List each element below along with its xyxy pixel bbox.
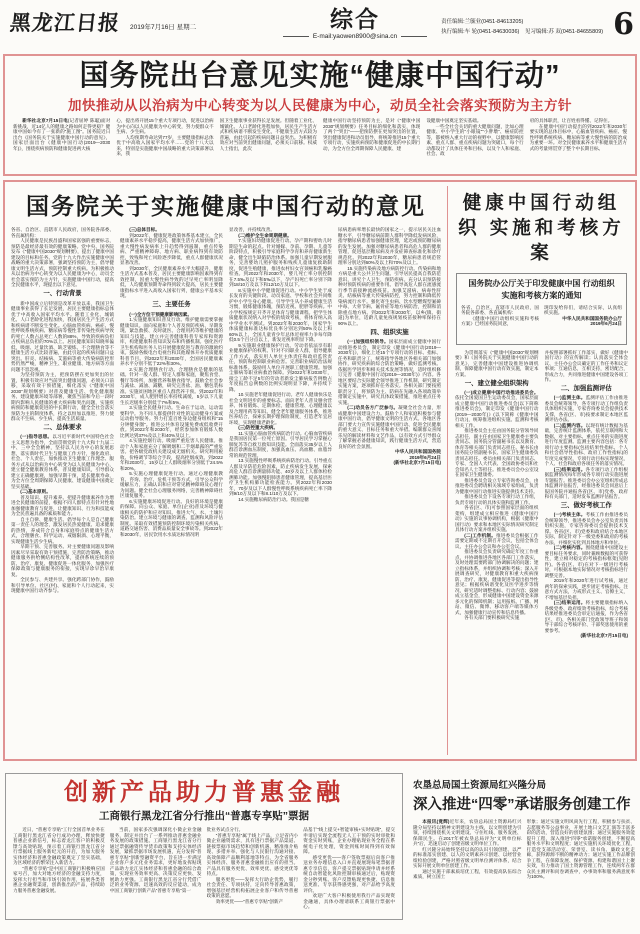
land-article-kicker: 农垦总局国土资源局红兴隆分局 (413, 780, 547, 792)
editor-info (441, 18, 603, 38)
opinion-article-headline: 国务院关于实施健康中国行动的意见 (26, 193, 426, 220)
text-column: 现印发给你们，请结合实际，认真组织实施。 中华人民共和国国务院办公厅 2019年6月24日 (544, 304, 622, 327)
text-column: 当前，国家多次强调深化小微企业金融服务，制定并出台了一系列推动普惠金融业务发展的政策措施。工商银行黑龙江省分行通过票据融资传导货币政策和支持实体经济发展，紧抓票据市场发展机遇，充分发挥“普惠专享贴”创新型融资平台，旨在进一步满足企业客户多元化业务需求，更好地发挥贴现产品助力龙江实体经济和普惠金融的综合政策，实现业务效率更高、决策反应更快、发展助力更强。工商银行黑龙江省分行凭借广泛的业务资源、迅速高效的反应能动，成为中国工商银行创新产品“普惠专享贴”第一 (109, 827, 202, 893)
land-article-body (413, 819, 635, 911)
page-number: 6 (613, 7, 634, 42)
text-column: (三)总体目标。 到2022年，健康促进政策体系基本建立，全民健康素养水平稳步提高，健康生活方式加快推广，重大慢性病发病率上升趋势得到遏制，重点传染病、严重精神障碍、地方病、职业病得到有效防控，致残和死亡风险逐步降低，重点人群健康状况显著改善。 到2030年，全民健康素养水平大幅提升，健康生活方式基本普及，居民主要健康影响因素得到有效控制，因重大慢性病导致的过早死亡率明显降低，人均健康预期寿命得到较大提高，居民主要健康指标水平进入高收入国家行列，健康公平基本实现。 三、主要任务 (一)全方位干预健康影响因素。 1.实施健康知识普及行动。维护健康需要掌握健康知识。面向家庭和个人普及预防疾病、早期发现、紧急救援、及时就医、合理用药等维护健康的知识与技能。建立并完善健康科普专家库和资源库，构建健康科普知识发布和传播机制。强化医疗卫生机构和医务人员开展健康促进与教育的激励约束。鼓励各级电台电视台和其他媒体开办优质健康科普节目。到2022年和2030年，全国居民健康素养水平分别不低于22%和30%。 2.实施合理膳食行动。合理膳食是健康的基础。针对一般人群、特定人群和家庭，聚焦食堂、餐厅等场所，加强营养和膳食指导。鼓励全社会参与减盐、减油、减糖，研究完善盐、油、糖包装标准。实施贫困地区重点人群营养干预。到2022年和2030年，成人肥胖增长率持续减缓，5岁以下儿童生长迟缓率分别低于7%和5%。 3.实施全民健身行动。生命在于运动，运动需要科学。为不同人群提供针对性的运动健身方案或运动指导服务。努力打造百姓身边健身组织和“15分钟健身圈”。推进公共体育设施免费或低收费开放。到2022年和2030年，经常参加体育锻炼人数比例达到37%及以上和40%及以上。 4.实施控烟行动。吸烟严重危害人民健康。推动个人和家庭充分了解吸烟和二手烟暴露的严重危害。把各级党政机关建设成无烟机关。研究利用税收、价格调节等综合手段，提高控烟成效。到2022年和2030年，15岁以上人群吸烟率分别低于24.5%和20%。 5.实施心理健康促进行动。通过心理健康教育、咨询、治疗、危机干预等方式，引导公众科学缓解压力，正确认识和应对常见精神障碍及心理行为问题。健全社会心理服务网络，完善精神障碍社区康复服务。 6.实施健康环境促进行动。良好的环境是健康的保障。向公众、家庭、单位(企业)普及环境与健康相关的防护和应对知识。推进大气、水、土壤污染防治。建立环境与健康的调查、监测和风险评估制度。采取有效措施预防控制环境污染相关疾病、道路交通伤害、消费品质量安全事故等。到2022年和2030年，居民饮用水水质达标情况明 (120, 227, 223, 537)
text-column: 设健康中国奠定坚实基础。 一些全社会关切的重大健康问题，比如心理健康、中小学生的“小眼镜”“小胖墩”、癌症防控等，都被纳入重大行动的视野中，以健康影响因素、重点人群、重点疾病问题为突破口，每个行动都设计了具体任务和目标，以及个人和家庭、社会、政 (426, 118, 524, 157)
text-column: 批业务试点分行。 “普惠专享贴”属于线上产品，立足省内小微企业融资需求，具有进行票据产品渠道、链接票据市场趋势和创新机遇、精准推介贴现、多措并举、强化与人民银行沟通对接、高效保障产品顺利落地等特点，为全省服务实体经济、服务普惠金融推出应有的担当。产品具有服务更优、效率更优、感受更优等特点。 服务更优——发挥大行助企优势，履行社会责任、专项扶持，定向传导普惠政策，增强基层经营机构拓展企业客户和传导普惠政策的意愿。 效率更优——“普惠专享贴”创新产 (206, 827, 299, 904)
text-column: 本报讯(竟辉)近年来，农垦总局国土资源局红兴隆分局坚持以精神文明建设为主线，以文明创建为引领，持续围绕机关文明建设、守住红线、服务发展、保障民生。在2017年被农垦总局评为“文明单位标兵”后，迅速启动了创建省级文明单位工作。 红兴隆分局始终坚持以高的认识引领创建、以严的标准落实创建、以人的文明素养示创建、以经营业绩检验创建，严格对照省级文明单位测评体系，结合实际开展文明单位创建工作。 通过实施干部素质培优工程，有效提高队伍综合素质，树立国土 (413, 819, 522, 880)
notice-box (456, 273, 627, 344)
section-email: E-mail:yaowen8900@sina.cn (312, 33, 398, 40)
notice-title: 国务院办公厅关于印发健康中国 行动组织实施和考核方案的通知 (468, 279, 615, 300)
bottom-row (5, 773, 635, 920)
text-column: 各省、自治区、直辖市人民政府，国务院各部委、各直属机构： 人民健康是民族昌盛和国家富强的重要标志，预防是最经济最有效的健康策略。党中央、国务院发布《“健康中国2030”规划纲要》，提出了健康中国建设的目标和任务。党的十九大作出实施健康中国战略的重大决策部署，强调坚持预防为主，倡导健康文明生活方式，预防控制重大疾病。为积极推动从以治病为中心转变为以人民健康为中心，动员全社会落实预防为主方针，实施健康中国行动，提高全民健康水平，现提出以下意见。 一、行动背景 新中国成立后特别是改革开放以来，我国卫生健康事业获得了长足发展，居民主要健康指标总体优于中高收入国家平均水平。随着工业化、城镇化、人口老龄化进程加快，我国居民生产生活方式和疾病谱不断发生变化。心脑血管疾病、癌症、慢性呼吸系统疾病、糖尿病等慢性非传染性疾病导致的死亡人数占总死亡人数的88%，导致的疾病负担占疾病总负担的70%以上。居民健康知识知晓率偏低，吸烟、过量饮酒、缺乏锻炼、不合理膳食等不健康生活方式比较普遍，由此引起的疾病问题日益突出。肝炎、结核病、艾滋病等重大传染病防控形势仍然严峻，精神卫生、职业健康、地方病等方面问题不容忽视。 为坚持预防为主，把预防摆在更加突出的位置，积极有效应对当前突出健康问题，必须关口前移，采取有效干预措施，细化落实《“健康中国2030”规划纲要》对普及健康生活、优化健康服务、建设健康环境等部署，聚焦当前和今后一段时期内影响人民健康的重大疾病和突出问题，实施疾病预防和健康促进的中长期行动，健全全社会落实预防为主的制度体系，持之以恒加以推进，努力使群众不生病、少生病，提高生活质量。 二、总体要求 (一)指导思想。以习近平新时代中国特色社会主义思想为指导，全面贯彻党的十九大和十九届二中、三中全会精神，坚持以人民为中心的发展思想，落实新时代卫生与健康工作方针，强化政府、社会、个人责任，加快推动卫生健康工作理念、服务方式从以治病为中心转变为以人民健康为中心，建立健全健康教育体系，普及健康知识，引导群众建立正确健康观，加强早期干预，延长健康寿命，为全方位全周期保障人民健康、建设健康中国奠定坚实基础。 (二)基本原则。 普及知识、提升素养。把提升健康素养作为增进全民健康的前提，根据不同人群特点有针对性地加强健康教育与促进，让健康知识、行为和技能成为全民普遍具备的素质和能力。 自主自律、健康生活。倡导每个人是自己健康第一责任人的理念，激发居民热爱健康、追求健康的热情，养成符合自身和家庭特点的健康生活方式，合理膳食、科学运动、戒烟限酒、心理平衡，实现健康生活少生病。 早期干预、完善服务。对主要健康问题及影响因素尽早采取有效干预措施，完善防治策略，推动健康服务供给侧结构性改革，提供系统连续的预防、治疗、康复、健康促进一体化服务，加强医疗保障政策与健康服务的衔接，实现早诊早治早康复。 全民参与、共建共享。强化跨部门协作，鼓励和引导单位、社区(村)、家庭和个人行动起来，实现健康中国行动齐参与。 (11, 227, 114, 594)
rule-left (283, 36, 309, 37)
text-column: 形象；通过实施文明风尚先行工程，积极参与扶贫、志愿服务等公益事业，开展土地日文艺汇演等丰富多彩的活动，营造良好的创建氛围；通过实施服务效能提升工程，深入推进“四零”承诺服务创建，不断提高服务水平和文明程度；通过实施机关环境优化工程，打造党支部活动室、荣誉室、读书角、廉政文化走廊，获得源源不断的精神动力；通过实施工作品牌创争工程，在保障发展、保护资源、构建和谐国土上聚实效，有力推动了国土资源管理工作，连续两年在群众民主测评和问卷调查中，办事效率和服务满意度率为100%。 (526, 819, 635, 880)
text-column: 尿病患病率增长最快的国家之一，提示居民关注血糖水平，引导糖尿病前期人群科学降低发病风险，指导糖尿病患者加强健康管理，延迟或预防糖尿病的发生发展。加强对糖尿病患者和高危人群的健康管理，促进基层糖尿病及并发症筛查标准化和诊疗规范化。到2022年和2030年，糖尿病患者规范管理率分别达到60%及以上和70%及以上。 15.实施传染病及地方病防控行动。传染病和地方病是重大公共卫生问题。引导居民提高自我防范意识，讲究个人卫生，预防疾病。充分认识预防接种对预防疾病的重要作用。倡导高危人群在流感流行季节前接种流感疫苗。加强艾滋病、病毒性肝炎、结核病等重大传染病防控，努力控制和降低传染病流行水平。强化寄生虫病、饮水型燃煤型氟砷中毒、大骨节病、氟骨症等地方病防治，控制和消除重点地方病。到2022年和2030年，以乡(镇、街道)为单位，适龄儿童免疫规划疫苗接种率保持在90%以上。 四、组织实施 (一)加强组织领导。国家层面成立健康中国行动推进委员会，制定印发《健康中国行动(2019—2030年)》，细化上述15个专项行动的目标、指标、任务和职责分工，统筹指导各地区各相关部门加强协作，研究疾病的综合防治策略，做好监测考核。依据医学进步和相关技术发展等情况，适时组织修订完善《健康中国行动(2019—2030年)》内容。各地区要结合实际健全领导推进工作机制，研究制定实施方案，逐项抓好任务落实。各相关部门要按照职责分工，将预防为主、防病在先融入各项政策举措制定实施中，研究具体政策措施，推进重点任务实施。 (二)动员各方广泛参与。凝聚全社会力量，形成健康中国建设合力。鼓励个人和家庭积极参与健康中国行动，倡导健康文明的生活方式。各地区各部门要大力宣传实施健康中国行动、促进全民健康的重大意义、目标任务和重大举措。编制群众喜闻乐见的解读材料和文艺作品，以有效方式引导群众了解掌握必备健康知识，践行健康生活方式，营造良好的社会氛围。 中华人民共和国国务院 2019年6月24日 (新华社北京7月15日电) (338, 227, 441, 466)
masthead-logo: 黑龙江日报 (8, 10, 122, 35)
finance-article (5, 773, 403, 920)
publication-date: 2019年7月16日 星期二 (130, 24, 197, 31)
lead-article-subheadline: 加快推动从以治病为中心转变为以人民健康为中心，动员全社会落实预防为主方针 (68, 98, 572, 114)
text-column: 健康中国行动坚持预防为主，是对《“健康中国2030”规划纲要》任务目标的细化和落实，体现了两个“突出”——把预防摆在更加突出的位置，突出健康促进和动员倡导，将统筹推进15个重大专项行动，实施疾病预防和健康促进的中长期行动，为全方位全周期保障人民健康、建 (322, 118, 421, 151)
main-articles-box (3, 180, 637, 761)
editor-line-1: 责任编辑:兰毓业(0451-84613205) (441, 19, 524, 25)
text-column: 心，提出将开展15个重大专项行动，促进以治病为中心向以人民健康为中心转变，努力使群众不生病、少生病。 人均预期寿命达到77岁，主要健康指标总体优于中高收入国家平均水平……党的十八大以来，特别是实施健康中国战略的重大决策部署以来，我 (116, 118, 214, 157)
notice-body (461, 305, 622, 341)
finance-article-subheadline: 工商银行黑龙江省分行推出“普惠专享贴”票据 (99, 810, 309, 823)
text-column: 各省、自治区、直辖市人民政府，国务院各部委、各直属机构： 《健康中国行动组织实施和考核方案》已经国务院同意， (461, 304, 539, 327)
text-column: 府的具体职责，让百姓看得懂、记得住。 在健康中国行动提出的到2022年和2030年要实现的总体目标中，心脑血管疾病、癌症、慢性呼吸系统疾病、糖尿病等重大慢性病的防治成为重要一环。对全民健康素养水平和健康生活方式的考量则贯穿了整个中长期目标。 (529, 118, 627, 151)
lead-article-body (13, 118, 627, 170)
section-title: 综合 (329, 6, 380, 33)
land-article-headline: 深入推进“四零”承诺服务创建工作 (413, 797, 631, 814)
text-column: 品基于“线上提交+智能审核+实时贴现”，提交申请后实现全流程无人工干预的实时审批和资金实时到账，企业办理贴现业务全程在系统电子化处理，资金到账时间得到有效保障。 感受更优——客户签收票据后向客户推送业务办理信息入口并直观展现每笔票据普惠专享信息，客户提交票据贴现申请并经系统自动智能化风险控制审核通过后，贴现资金分秒到账。客户反馈贴现更快捷、信息推送更准、专享获得感更强，对产品给予高度评价。 欢迎广大客户积极使用我行产品实现资金融通，具体办理请联系工商银行票据中心。 (303, 827, 395, 910)
finance-article-body (13, 827, 395, 915)
text-column: 显改善，并持续改善。 (二)维护全生命周期健康。 7.实施妇幼健康促进行动。孕产期和婴幼儿时期是生命的起点。针对婚嫁、孕前、孕期、儿童等阶段特点，积极引导家庭科学孕育和养育健康新生命，健全出生缺陷防治体系。加强儿童早期发展服务，完善婴幼儿照护服务和残疾儿童康复救助制度，促进生殖健康，推进农村妇女宫颈癌和乳腺癌检查。到2022年和2030年，婴儿死亡率分别控制在7.5‰及以下和5‰以下，孕产妇死亡率分别下降到18/10万及以下和12/10万及以下。 8.实施中小学健康促进行动。中小学生处于成长发育的关键阶段。动员家庭、学校和社会共同维护中小学生身心健康。引导学生从小养成健康生活习惯，锻炼健康体魄，预防近视、肥胖等疾病。中小学校按规定开齐开足体育与健康课程。把学生体质健康状况纳入对学校的绩效考核，将体育纳入高中学业水平测试。到2022年和2030年，国家学生体质健康标准达标优良率分别达到50%及以上和60%以上，全国儿童青少年总体近视率力争每年降低0.5个百分点以上，新发近视率明显下降。 9.实施职业健康保护行动。劳动者依法享有职业健康保护的权利。针对不同职业人群，倡导健康工作方式，落实用人单位主体责任和政府监管责任，预防和控制职业病危害。完善职业病防治法规标准体系。鼓励用人单位开展职工健康管理。加强尘肺病等职业病救治保障。到2022年和2030年，接尘工龄不足5年的劳动者新发尘肺病报告例数占年度报告总例数的比例实现明显下降，并持续下降。 10.实施老年健康促进行动。老年人健康快乐是社会文明进步的重要标志。面向老年人普及膳食营养、体育锻炼、定期体检、健康管理、心理健康以及合理用药等知识。健全老年健康服务体系，推进医养结合，探索长期护理保险制度，打造老年宜居环境，实现健康老龄化。 (三)防控重大疾病。 11.实施心脑血管疾病防治行动。心脑血管疾病是我国居民第一位死亡原因。引导居民学习掌握心肺复苏等自救互救知识技能。全面落实35岁以上人群首诊测血压制度，加强高血压、高血糖、血脂异常的规范管理。 13.实施慢性呼吸系统疾病防治行动。引导重点人群及早防范危险因素，防止疾病发生发展，探索高危人群首诊测量肺功能、40岁及以上人群体检检测肺功能。加强慢阻肺患者健康管理，提高基层医疗卫生机构肺功能检查能力。到2022年和2030年，70岁及以下人群慢性呼吸系统疾病死亡率下降到9/10万及以下和8.1/10万及以下。 14.实施糖尿病防治行动。我国是糖 (229, 227, 332, 502)
lead-article-headline: 国务院出台意见实施“健康中国行动” (79, 60, 561, 92)
page-header (0, 0, 640, 52)
scheme-article (448, 182, 635, 759)
finance-article-headline: 创新产品助力普惠金融 (64, 779, 344, 807)
text-column: 并按照部署抓好工作落实，做好《健康中国行动》的宣传解读；认真落实全体会议、主任办公会议确定的工作任务和议定事项；互通信息，互相支持，密切配合，形成合力，共同推进健康中国建设各项工作。 二、加强监测评估 (一)监测主体。监测评估工作由推进委员会统筹领导，各专项行动工作组负责具体组织实施，专家咨询委员会提供技术支撑，各省(区、市)按要求制定本地区监测评估办法。 (二)监测内容。以现有统计数据为基础，完善统计监测体系，依托互联网和大数据，对主要指标、重点任务的实施进度进行年度监测。监测主要内容包括：各专项行动主要指标(包括结果性指标、个人和社会倡导性指标、政府工作性指标)的年度完成情况，专项行动目标实现情况，个人、社会和政府各项任务的落实情况。 (三)结果运用。各专项行动工作组根据监测情况每年形成各专项行动实施进展专题报告。推进委员会办公室组织形成总体监测评估报告，经推进委员会同意后上报国务院并通报各省(区、市)党委、政府和有关部门，适时发布监测评估报告。 三、做好考核工作 (一)考核主体。考核工作由推进委员会统筹领导，推进委员会办公室负责具体组织实施，专家咨询委员会提供技术支撑。各省(区、市)党委和政府结合本地区实际，制定针对下一级党委和政府的考核办法，并细化实化到具体地方和单位。 (二)考核内容。围绕健康中国建设主要目标任务要求，同时兼顾数据的可获得性，建立相对稳定的考核指标框架(见附件)。各省(区、市)在对下一级进行考核时，可根据本地实际情况对考核指标进行调整完善。 2019年和2020年进行试考核，通过两年的探索实践，逐步固定考核指标。注意方式方法，力戒形式主义、官僚主义，不增加基层负担。 (三)结果运用。将主要健康指标纳入各级党委、政府绩效考核指标，综合考核结果经推进委员会审定后通报，作为各省(区、市)、各相关部门党政领导班子和领导干部综合考核评价、干部奖惩使用的重要参考。 (新华社北京7月15日电) (544, 349, 628, 639)
text-column: 国卫生健康事业获得长足发展。但随着工业化、城镇化、人口老龄化进程加快，居民生产生活方式和疾病谱不断发生变化，不健康生活方式较为普遍，由此引起的疾病问题日益突出。为积极有效应对当前突出健康问题，必须关口前移。权威人士指出，此次 (219, 118, 317, 151)
editor-line-2: 执行编辑:车 轮(0451-84630036) 见习编辑:苏 双(0451-84655809) (441, 28, 604, 35)
text-column: 近日，“普惠专享贴”工行全国首单业务在工商银行黑龙江省分行成功办理，释放快捷普惠企业新信号，标志着龙江客户的积极反馈与高效贴现，预示着工商银行黑龙江省分行票据线上服务新纪元的开启，为加大服务实体经济和普惠金融政策奠定了坚实基础，为区域经济的繁荣注入新活力。 “普惠专享贴”是中国工商银行积极响应国家号召，加大对地方经济的金融支持力度，发挥大行担当和市场引领作用，拓展各类普惠企业融资渠道，创新推出的产品，持续助力服务普惠金融发展。 (13, 827, 105, 893)
lead-article (3, 54, 637, 176)
section-block (283, 8, 427, 40)
scheme-article-headline: 健康中国行动组织 实施和考核方案 (458, 192, 625, 264)
land-article (413, 773, 635, 920)
scheme-article-body (455, 350, 628, 778)
text-column: 为贯彻落实《“健康中国2030”规划纲要》和《国务院关于实施健康中国行动的意见》，完善健康中国建设推进协调机制，保障健康中国行动有效实施，制定本方案。 一、建立健全组织架构 (一)成立健康中国行动推进委员会。依托全国爱国卫生运动委员会，国家层面成立健康中国行动推进委员会(以下简称推进委员会)，制定印发《健康中国行动(2019—2030年)》(以下简称《健康中国行动》)，统筹推进组织实施、监测和考核相关工作。 推进委员会主任由国务院分管领导同志担任，副主任由国家卫生健康委主要负责同志、国务院分管副秘书长以及教育、体育等相关部门负责同志担任。秘书长由国务院分管副秘书长、国家卫生健康委负责同志担任。委员由相关部门负责同志、专家、全国人大代表、全国政协委员和社会知名人士等担任。推进委员会办公室设在国家卫生健康委。 推进委员会设立专家咨询委员会，由推进委员会聘请相关领域专家组成，负责为健康中国行动推进实施提供技术支持。 推进委员会下设各专项行动工作组，负责专项行动的具体实施和监测工作。 各省(区、市)可参照国家层面的组织架构，组建成立相应推进《健康中国行动》实施的议事协调机构，根据《健康中国行动》要求和本地区实际情况研究制定具体行动方案并组织实施。 (二)工作机制。推进委员会根据工作需要定期或不定期召开会议，包括全体会议、主任办公会议和办公室会议。 推进委员会负责研究确定年度工作重点，并协调推进各地区各部门工作落实，及时处理需要跨部门协调解决的问题；建立指标体系，并组织协调和考核；深入开展调查研究，对健康教育和重大疾病预防、治疗、康复、健康促进等提出指导性意见；根据疾病谱变化及医学进步等情况，研究适时调整指标、行动内容；鼓励成立基金会，形成健康中国建设资金来源多元化的保障机制；运用报纸、广播、网站、微信、微博、移动客户端等媒体方式，加强健康行动宣传和信息传播。 各有关部门要积极研究实施 (455, 349, 539, 621)
opinion-article (5, 182, 447, 759)
rule-right (401, 36, 427, 37)
opinion-article-body (11, 227, 441, 749)
text-column: 新华社北京7月15日电(记者屈婷 陈聪)面对新挑战，近14亿人的健康之路如何走得更稳？健康中国如今有了一张新的“施工图”。国务院近日出台《国务院关于实施健康中国行动的意见》，国家层面出台《健康中国行动(2019—2030年)》，围绕疾病预防和健康促进两大核 (13, 118, 111, 151)
